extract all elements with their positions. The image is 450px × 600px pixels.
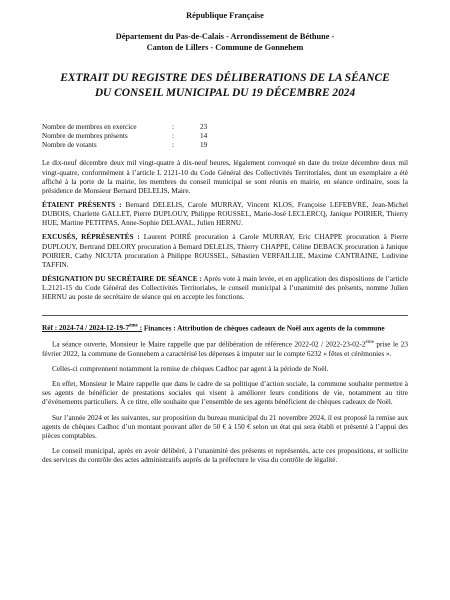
secretary-label: DÉSIGNATION DU SECRÉTAIRE DE SÉANCE : [42, 275, 202, 284]
deliberation-paragraph-2: Celles-ci comprennent notamment la remise de chèques Cadhoc par agent à la période de Noël. [52, 364, 329, 373]
reference-number [42, 323, 142, 332]
count-colon: : [172, 131, 174, 140]
count-label: Nombre de membres en exercice [42, 123, 137, 131]
excused-label: EXCUSÉS, RÉPRÉSENTÉS : [42, 233, 140, 242]
department-line-2: Canton de Lillers - Commune de Gonnehem [146, 43, 304, 52]
excused-list: Laurent POIRÉ procuration à Carole MURRAY, Eric CHAPPE procuration à Pierre DUPLOUY, Bertrand DELORY procuration à Bernard DELELIS, Thierry CHAPPE, Céline DEBACK procuration à Janique POIRIER, Cathy NICUTA procuration à Philippe ROUSSEL, Sébastien VERFAILLIE, Maxime CANTRAINE, Ludivine TAFFIN. [42, 233, 408, 269]
section-divider [42, 315, 408, 316]
count-label: Nombre de membres présents [42, 131, 128, 140]
para1-superscript: ème [365, 340, 374, 346]
count-row-in-office [42, 123, 207, 132]
title-line-1: EXTRAIT DU REGISTRE DES DÉLIBERATIONS DE LA SÉANCE [60, 72, 390, 84]
secretary-text: Après vote à main levée, et en application des dispositions de l’article L.2121-15 du Code Général des Collectivités Territoriales, le conseil municipal à l’unanimité des présents, nomme Julien HERNU au poste de secrétaire de séance qui en accepte les fonctions. [42, 275, 409, 302]
excused-paragraph [42, 233, 408, 270]
secretary-paragraph [42, 275, 408, 302]
member-counts-table [42, 123, 207, 149]
reference-label: Réf : 2024-74 / 2024-12-19-7 [42, 323, 130, 332]
document-title [42, 71, 408, 101]
deliberation-paragraph-3: En effet, Monsieur le Maire rappelle que dans le cadre de sa politique d’action sociale, la commune souhaite permettre à ses agents de bénéficier de prestations sociales qui visent à améliorer leurs conditions de vie, notamment au titre d’événements particuliers. À ce titre, elle souhaite que l’ensemble de ses agents bénéficient de chèques cadeaux de Noël. [42, 380, 408, 407]
para1-text-a: La séance ouverte, Monsieur le Maire rappelle que par délibération de référence 2022-02 / 2022-23-02-2 [52, 340, 366, 349]
present-paragraph [42, 201, 408, 228]
count-row-voters [42, 141, 207, 150]
para1-text-b: prise le 23 février 2022, la commune de Gonnehem a caractérisé les dépenses à imputer sur le compte 6232 « fêtes et cérémonies ». [42, 340, 408, 358]
count-label: Nombre de votants [42, 140, 97, 149]
deliberation-paragraph-5: Le conseil municipal, après en avoir délibéré, à l’unanimité des présents et représentés, acte ces propositions, et sollicite des services du contrôle des actes administratifs auprès de la préfecture le visa du contrôle de légalité. [42, 447, 408, 465]
deliberation-paragraph-1 [42, 338, 408, 359]
reference-colon: : [137, 323, 143, 332]
count-row-present [42, 132, 207, 141]
deliberation-paragraph-4: Sur l’année 2024 et les suivantes, sur proposition du bureau municipal du 21 novembre 2024, il est proposé la remise aux agents de chèques Cadhoc d’un montant pouvant aller de 50 € à 150 € selon un état qui sera établi et présenté à l’appui des pièces comptables. [42, 413, 408, 440]
title-line-2: DU CONSEIL MUNICIPAL DU 19 DÉCEMBRE 2024 [94, 87, 356, 99]
count-value: 14 [200, 131, 208, 140]
present-list: Bernard DELELIS, Carole MURRAY, Vincent KLOS, Françoise LEFEBVRE, Jean-Michel DUBOIS, Charlette GALLET, Pierre DUPLOUY, Philippe ROUSSEL, Marie-José LECLERCQ, Janique POIRIER, Thierry HUE, Martine PETITPAS, Anne-Sophie DELAVAL, Julien HERNU. [42, 201, 408, 228]
count-value: 23 [200, 123, 208, 131]
present-label: ÉTAIENT PRÉSENTS : [42, 201, 122, 210]
count-colon: : [172, 140, 174, 149]
republic-heading: République Française [186, 11, 264, 20]
deliberation-reference [42, 322, 408, 333]
department-line-1: Département du Pas-de-Calais - Arrondissement de Béthune - [115, 32, 335, 41]
department-heading [42, 31, 408, 53]
count-value: 19 [200, 140, 208, 149]
count-colon: : [172, 123, 174, 131]
reference-superscript: ème [129, 323, 138, 329]
intro-paragraph: Le dix-neuf décembre deux mil vingt-quatre à dix-neuf heures, légalement convoqué en date du treize décembre deux mil vingt-quatre, conformément à l’article L 2121-10 du Code Général des Collectivités Territoriales, dont un exemplaire a été affiché à la porte de la mairie, les membres du conseil municipal se sont réunis en mairie, en séance ordinaire, sous la présidence de Monsieur Bernard DELELIS, Maire. [42, 159, 408, 195]
deliberation-title: Finances : Attribution de chèques cadeaux de Noël aux agents de la commune [142, 323, 385, 332]
